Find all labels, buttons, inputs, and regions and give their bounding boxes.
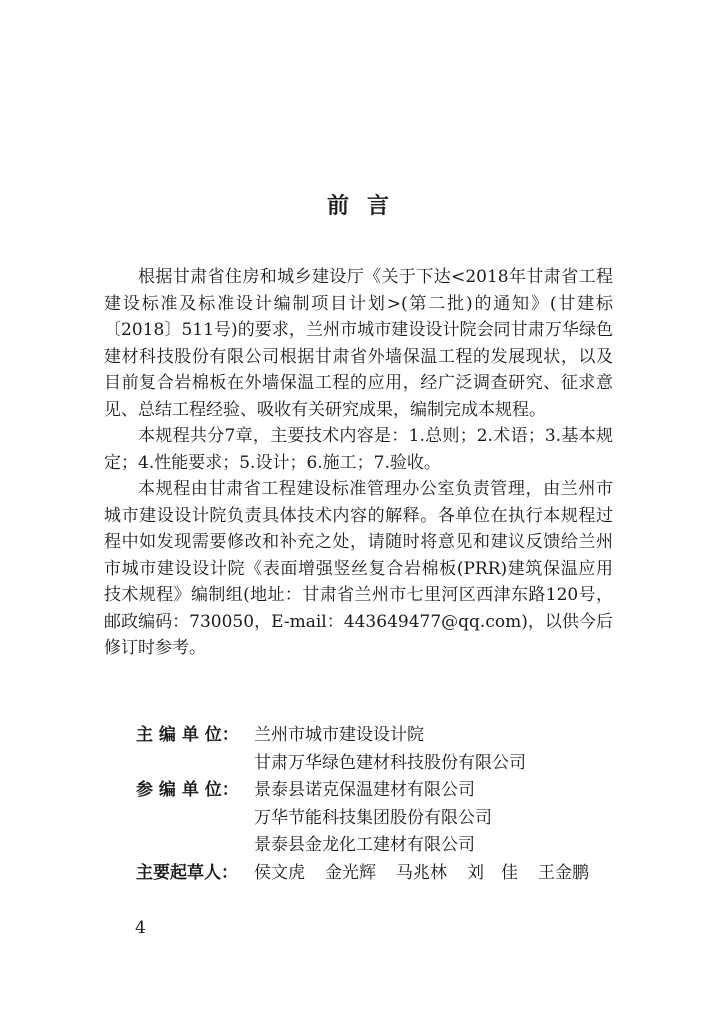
chief-units-list [254, 722, 526, 777]
chief-unit-item: 甘肃万华绿色建材科技股份有限公司 [254, 752, 526, 773]
drafter-name: 金光辉 [325, 862, 376, 883]
participating-units-list [254, 777, 492, 860]
preface-body [104, 264, 613, 662]
paragraph-management: 本规程由甘肃省工程建设标准管理办公室负责管理，由兰州市城市建设设计院负责具体技术内容的解释。各单位在执行本规程过程中如发现需要修改和补充之处，请随时将意见和建议反馈给兰州市城市建设设计院《表面增强竖丝复合岩棉板(PRR)建筑保温应用技术规程》编制组(地址：甘肃省兰州市七里河区西津东路120号，邮政编码：730050，E-mail：443649477@qq.com)，以供今后修订时参考。 [104, 479, 613, 658]
chief-units-label: 主 编 单 位： [136, 725, 239, 745]
drafter-name: 刘 佳 [467, 862, 518, 883]
page-number: 4 [135, 918, 146, 938]
drafter-name: 王金鹏 [538, 862, 589, 883]
chief-units-group [136, 722, 609, 777]
participating-unit-item: 景泰县金龙化工建材有限公司 [254, 835, 475, 855]
drafters-group [136, 860, 609, 888]
chief-unit-item: 兰州市城市建设设计院 [254, 725, 424, 745]
drafter-name: 马兆林 [396, 862, 447, 883]
credits-block [136, 722, 609, 887]
participating-unit-item: 景泰县诺克保温建材有限公司 [254, 780, 475, 800]
participating-units-label: 参 编 单 位： [136, 780, 239, 800]
drafter-name: 侯文虎 [254, 862, 305, 883]
participating-unit-item: 万华节能科技集团股份有限公司 [254, 807, 492, 828]
paragraph-contents: 本规程共分7章，主要技术内容是：1.总则；2.术语；3.基本规定；4.性能要求；5.设计；6.施工；7.验收。 [104, 426, 613, 473]
page-title: 前言 [326, 194, 407, 219]
drafters-list [254, 860, 609, 888]
drafters-label: 主要起草人： [136, 862, 238, 883]
paragraph-background: 根据甘肃省住房和城乡建设厅《关于下达<2018年甘肃省工程建设标准及标准设计编制项目计划>(第二批)的通知》(甘建标〔2018〕511号)的要求，兰州市城市建设设计院会同甘肃万华绿色建材科技股份有限公司根据甘肃省外墙保温工程的发展现状，以及目前复合岩棉板在外墙保温工程的应用，经广泛调查研究、征求意见、总结工程经验、吸收有关研究成果，编制完成本规程。 [104, 267, 613, 420]
participating-units-group [136, 777, 609, 860]
